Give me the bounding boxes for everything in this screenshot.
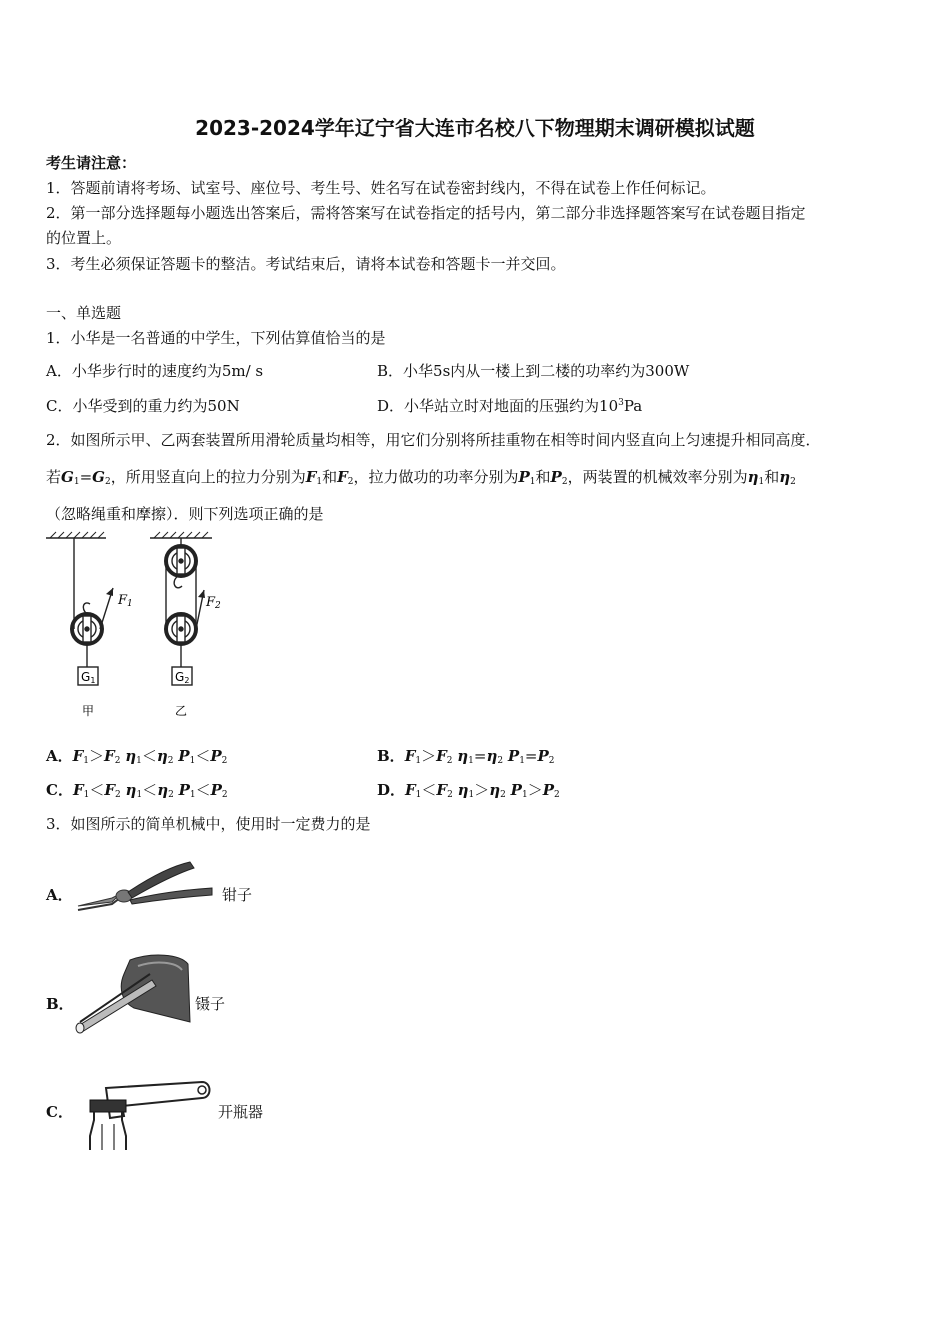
force-label-f2: F2 — [206, 595, 221, 611]
force-label-f1: F1 — [118, 593, 133, 609]
notice-item: 2．第一部分选择题每小题选出答案后，需将答案写在试卷指定的括号内，第二部分非选择题答案写在试卷题目指定 — [46, 204, 806, 222]
notice-heading: 考生请注意： — [46, 154, 137, 172]
q3-option-a-label: 钳子 — [222, 886, 253, 904]
q3-option-a-letter: A． — [46, 886, 73, 904]
notice-item: 1．答题前请将考场、试室号、座位号、考生号、姓名写在试卷密封线内，不得在试卷上作任何标记。 — [46, 179, 716, 197]
weight-label-g2: G2 — [175, 670, 190, 685]
q3-option-b-letter: B． — [46, 995, 74, 1013]
q3-option-b-label: 镊子 — [195, 995, 226, 1013]
q3-option-c-letter: C． — [46, 1103, 73, 1121]
figure-label-yi: 乙 — [175, 704, 188, 718]
q2-option-c: C．$F_1<F_2$ $\eta_1<\eta_2$ $P_1<P_2$ — [46, 781, 228, 800]
tweezers-image — [72, 952, 194, 1036]
q1-option-b: B．小华5s内从一楼上到二楼的功率约为300W — [377, 362, 690, 380]
q2-stem-line3: （忽略绳重和摩擦）．则下列选项正确的是 — [46, 505, 324, 523]
page-title: 2023-2024学年辽宁省大连市名校八下物理期末调研模拟试题 — [195, 116, 755, 140]
q2-stem-line2: 若$G_1=G_2$，所用竖直向上的拉力分别为$F_1$和$F_2$，拉力做功的功率分别为$P_1$和$P_2$，两装置的机械效率分别为$\eta_1$和$\eta_2$ — [46, 468, 796, 487]
q1-option-a: A．小华步行时的速度约为5m/ s — [46, 362, 264, 380]
bottle-opener-image — [82, 1080, 214, 1152]
section-heading: 一、单选题 — [46, 304, 122, 322]
arrow-icon — [106, 588, 113, 596]
q1-stem: 1．小华是一名普通的中学生，下列估算值恰当的是 — [46, 329, 386, 347]
figure-label-jia: 甲 — [82, 704, 95, 718]
notice-item: 的位置上。 — [46, 229, 122, 247]
q1-option-d: D．小华站立时对地面的压强约为$10^3Pa$ — [377, 397, 643, 415]
pliers-image — [72, 858, 222, 918]
q2-option-d: D．$F_1<F_2$ $\eta_1>\eta_2$ $P_1>P_2$ — [377, 781, 560, 800]
q2-stem-line1: 2．如图所示甲、乙两套装置所用滑轮质量均相等，用它们分别将所挂重物在相等时间内竖直向上匀速提升相同高度． — [46, 431, 821, 449]
weight-label-g1: G1 — [81, 670, 96, 685]
q3-stem: 3．如图所示的简单机械中，使用时一定费力的是 — [46, 815, 371, 833]
q3-option-c-label: 开瓶器 — [218, 1103, 264, 1121]
pulley-figure — [40, 530, 230, 725]
q1-option-c: C．小华受到的重力约为50N — [46, 397, 240, 415]
q2-option-b: B．$F_1>F_2$ $\eta_1=\eta_2$ $P_1=P_2$ — [377, 747, 555, 766]
notice-item: 3．考生必须保证答题卡的整洁。考试结束后，请将本试卷和答题卡一并交回。 — [46, 255, 566, 273]
arrow-icon — [198, 590, 205, 598]
q2-option-a: A．$F_1>F_2$ $\eta_1<\eta_2$ $P_1<P_2$ — [46, 747, 228, 766]
